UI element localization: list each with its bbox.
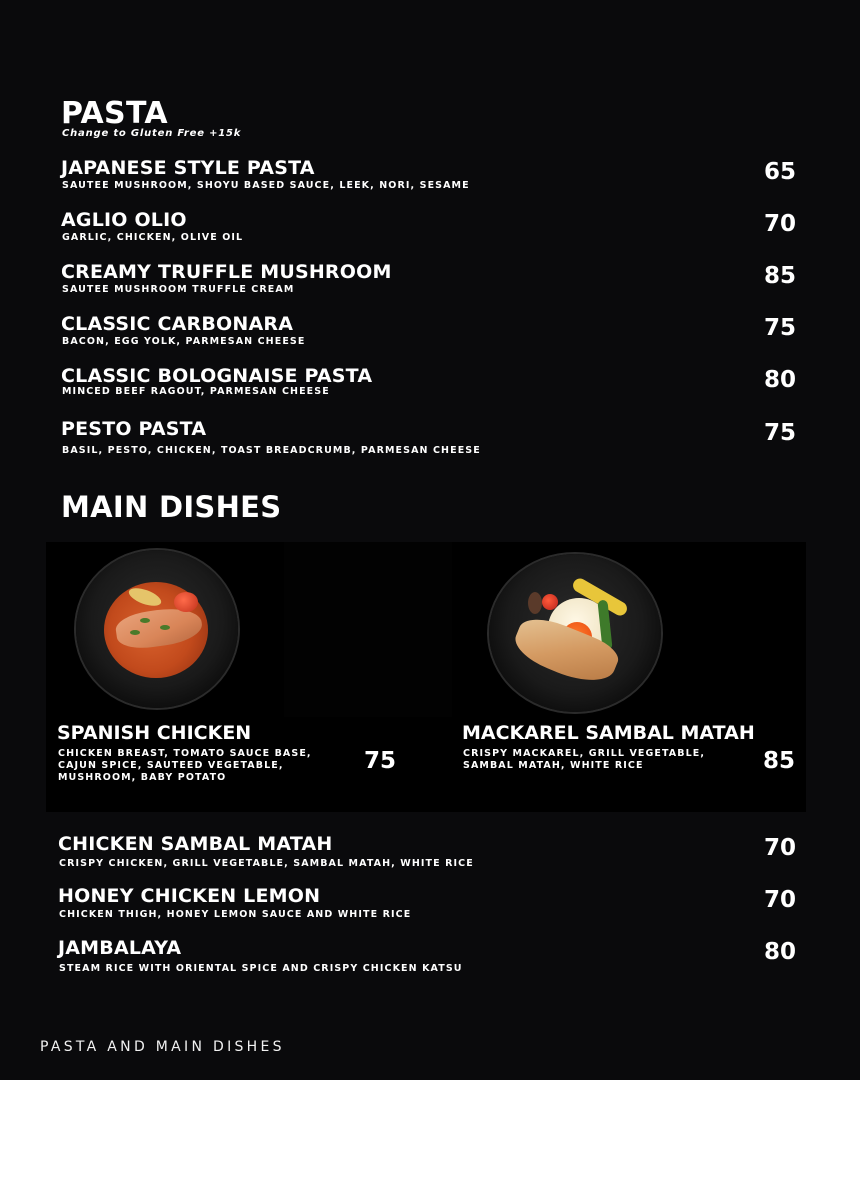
item-description: BACON, EGG YOLK, PARMESAN CHEESE [62, 336, 306, 347]
menu-item [0, 313, 860, 361]
item-description: BASIL, PESTO, CHICKEN, TOAST BREADCRUMB, PARMESAN CHEESE [62, 445, 481, 456]
item-description: SAUTEE MUSHROOM TRUFFLE CREAM [62, 284, 295, 295]
item-price: 85 [763, 748, 796, 774]
item-description: CHICKEN BREAST, TOMATO SAUCE BASE, CAJUN SPICE, SAUTEED VEGETABLE, MUSHROOM, BABY POTATO [58, 748, 312, 783]
menu-item [0, 937, 860, 985]
item-name: SPANISH CHICKEN [57, 722, 252, 744]
menu-item [0, 365, 860, 413]
menu-item [0, 261, 860, 309]
pasta-heading: PASTA [61, 96, 168, 131]
item-name: MACKAREL SAMBAL MATAH [462, 722, 755, 744]
item-description: CRISPY MACKAREL, GRILL VEGETABLE, SAMBAL MATAH, WHITE RICE [463, 748, 706, 771]
grilled-vegetable [528, 592, 542, 614]
item-name: JAMBALAYA [58, 937, 182, 959]
item-description: CHICKEN THIGH, HONEY LEMON SAUCE AND WHITE RICE [59, 909, 412, 920]
menu-item [0, 833, 860, 881]
herb-garnish [130, 630, 140, 635]
menu-item [0, 885, 860, 933]
item-price: 65 [763, 159, 796, 185]
item-name: CHICKEN SAMBAL MATAH [58, 833, 333, 855]
tomato [174, 592, 198, 612]
item-name: JAPANESE STYLE PASTA [61, 157, 315, 179]
item-price: 70 [763, 835, 796, 861]
page-footer: PASTA AND MAIN DISHES [40, 1039, 285, 1055]
item-name: PESTO PASTA [61, 418, 207, 440]
item-description: SAUTEE MUSHROOM, SHOYU BASED SAUCE, LEEK, NORI, SESAME [62, 180, 470, 191]
item-name: CREAMY TRUFFLE MUSHROOM [61, 261, 392, 283]
herb-garnish [140, 618, 150, 623]
featured-item [462, 722, 842, 802]
photo-backdrop [284, 542, 452, 717]
menu-item [0, 209, 860, 257]
menu-item [0, 418, 860, 466]
gluten-free-note: Change to Gluten Free +15k [62, 128, 242, 139]
item-price: 85 [763, 263, 796, 289]
item-description: CRISPY CHICKEN, GRILL VEGETABLE, SAMBAL MATAH, WHITE RICE [59, 858, 474, 869]
item-description: STEAM RICE WITH ORIENTAL SPICE AND CRISPY CHICKEN KATSU [59, 963, 463, 974]
item-name: AGLIO OLIO [61, 209, 187, 231]
item-description: GARLIC, CHICKEN, OLIVE OIL [62, 232, 244, 243]
item-name: CLASSIC CARBONARA [61, 313, 294, 335]
featured-item [57, 722, 437, 802]
item-description: MINCED BEEF RAGOUT, PARMESAN CHEESE [62, 386, 330, 397]
herb-garnish [160, 625, 170, 630]
main-dishes-heading: MAIN DISHES [61, 490, 282, 524]
item-price: 80 [763, 939, 796, 965]
menu-item [0, 157, 860, 205]
item-name: HONEY CHICKEN LEMON [58, 885, 321, 907]
item-price: 75 [763, 315, 796, 341]
item-price: 70 [763, 887, 796, 913]
item-price: 80 [763, 367, 796, 393]
item-name: CLASSIC BOLOGNAISE PASTA [61, 365, 373, 387]
item-price: 75 [763, 420, 796, 446]
item-price: 75 [364, 748, 397, 774]
item-price: 70 [763, 211, 796, 237]
